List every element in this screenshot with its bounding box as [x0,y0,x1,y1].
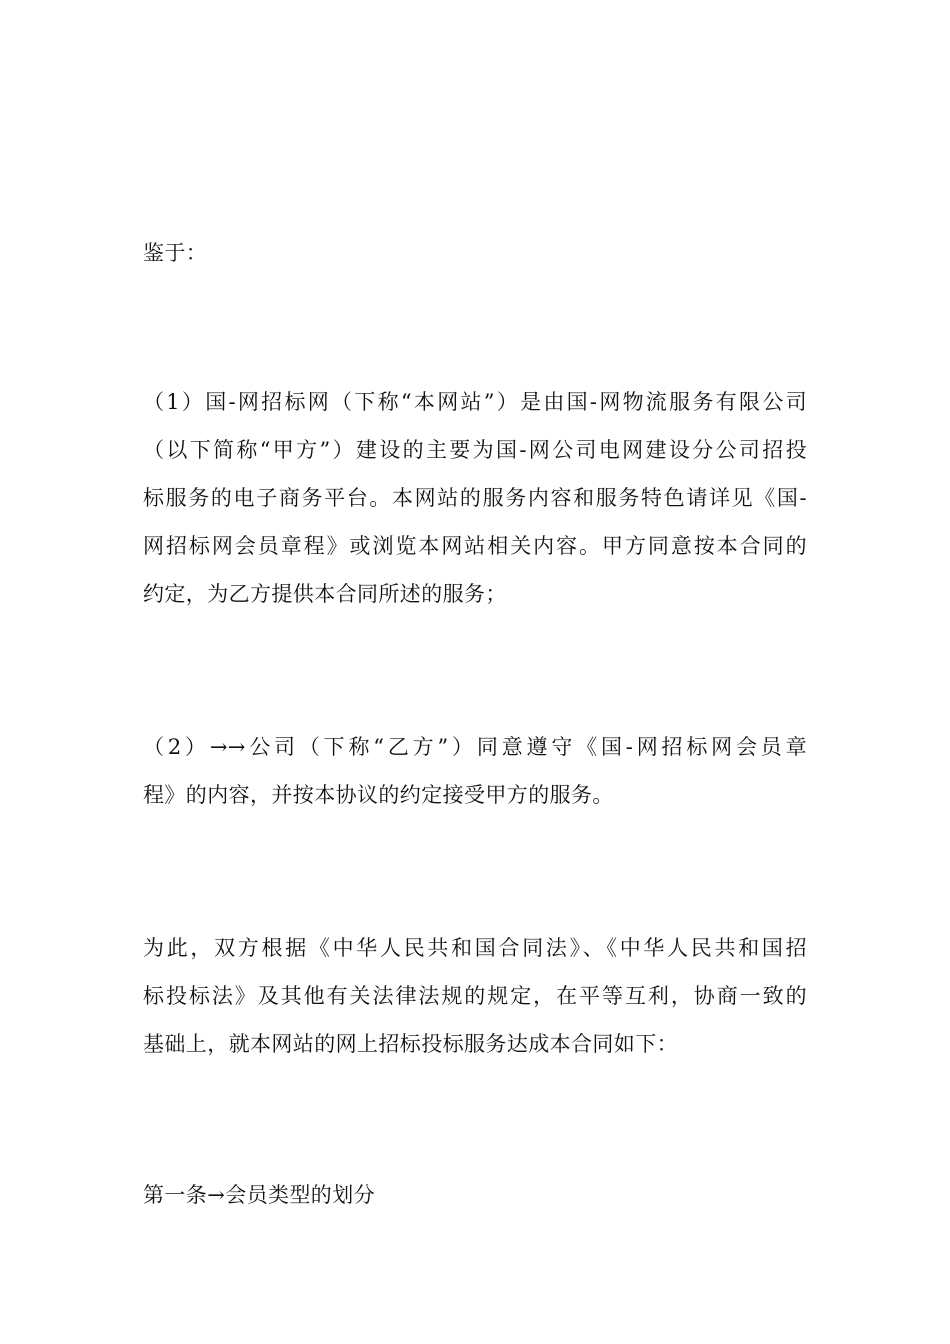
intro-heading [143,229,807,277]
article-1-heading [143,1171,807,1219]
recital-item-2 [143,723,807,819]
text-line: 网招标网会员章程》或浏览本网站相关内容。甲方同意按本合同的 [143,534,807,558]
text-line: 约定，为乙方提供本合同所述的服务； [143,582,507,606]
recital-item-1 [143,378,807,618]
text-line: 为此，双方根据《中华人民共和国合同法》、《中华人民共和国招 [143,936,807,960]
text-line: 鉴于： [143,241,208,265]
text-line: （以下简称“甲方”）建设的主要为国-网公司电网建设分公司招投 [143,438,807,462]
text-line: （2）→→公司（下称“乙方”）同意遵守《国-网招标网会员章 [143,735,807,759]
text-line: 程》的内容，并按本协议的约定接受甲方的服务。 [143,783,614,807]
text-line: （1）国-网招标网（下称“本网站”）是由国-网物流服务有限公司 [143,390,807,414]
text-line: 基础上，就本网站的网上招标投标服务达成本合同如下： [143,1032,678,1056]
text-line: 标投标法》及其他有关法律法规的规定，在平等互利，协商一致的 [143,984,807,1008]
agreement-basis-paragraph [143,924,807,1068]
text-line: 标服务的电子商务平台。本网站的服务内容和服务特色请详见《国- [143,486,807,510]
text-line: 第一条→会员类型的划分 [143,1183,375,1207]
